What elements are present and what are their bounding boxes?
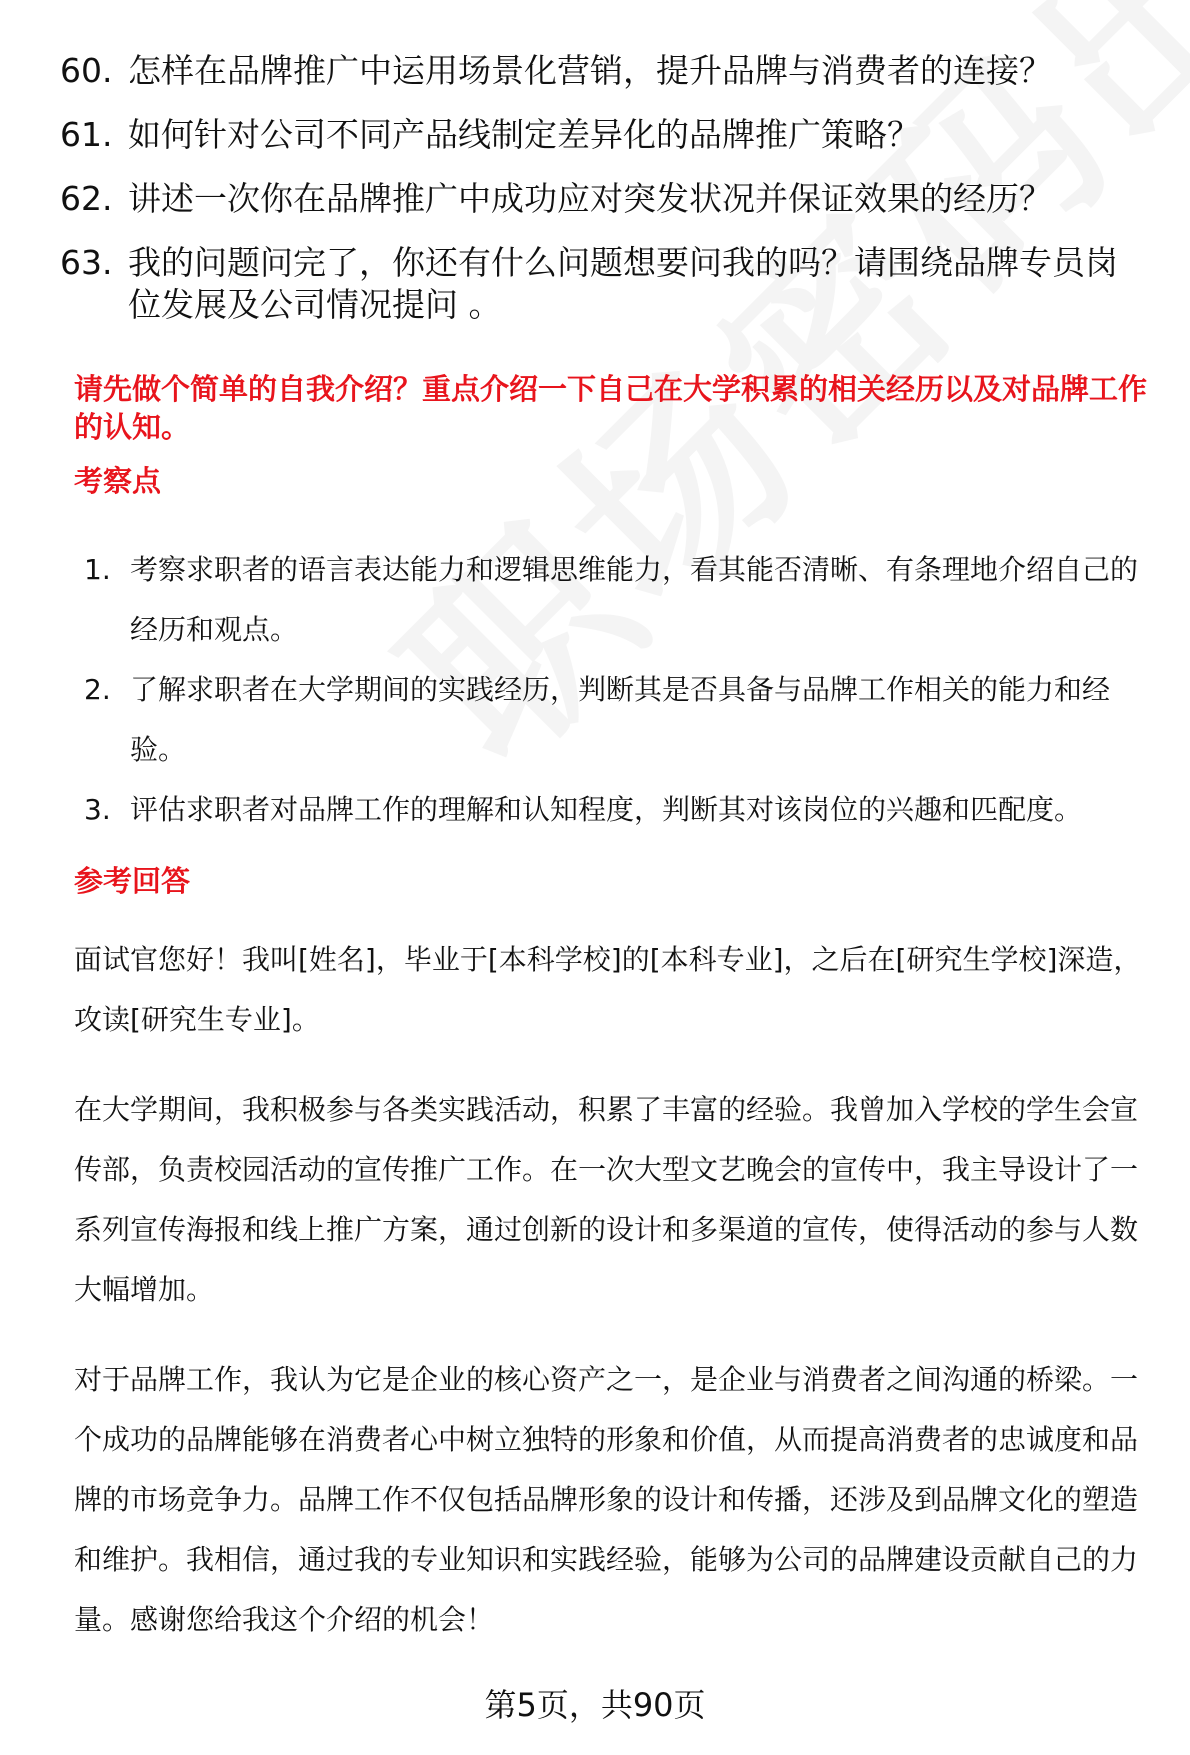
answer-paragraph: 在大学期间，我积极参与各类实践活动，积累了丰富的经验。我曾加入学校的学生会宣传部，负责校园活动的宣传推广工作。在一次大型文艺晚会的宣传中，我主导设计了一系列宣传海报和线上推广方案，通过创新的设计和多渠道的宣传，使得活动的参与人数大幅增加。 [74,1093,1139,1306]
question-item [60,242,1140,326]
assessment-point [84,780,1164,840]
question-item [60,50,1140,92]
point-number: 3. [84,793,111,826]
reference-answer [74,930,1154,1680]
question-number: 61. [60,115,113,154]
point-text: 了解求职者在大学期间的实践经历，判断其是否具备与品牌工作相关的能力和经验。 [130,673,1111,766]
assessment-heading: 考察点 [74,464,162,498]
point-text: 考察求职者的语言表达能力和逻辑思维能力，看其能否清晰、有条理地介绍自己的经历和观点。 [130,553,1139,646]
question-text: 讲述一次你在品牌推广中成功应对突发状况并保证效果的经历？ [128,179,1052,218]
assessment-point [84,660,1164,780]
question-text: 如何针对公司不同产品线制定差异化的品牌推广策略？ [128,115,920,154]
question-text: 我的问题问完了，你还有什么问题想要问我的吗？请围绕品牌专员岗位发展及公司情况提问 。 [128,243,1118,324]
point-number: 1. [84,553,111,586]
featured-question-heading: 请先做个简单的自我介绍？重点介绍一下自己在大学积累的相关经历以及对品牌工作的认知。 [74,372,1148,444]
question-text: 怎样在品牌推广中运用场景化营销，提升品牌与消费者的连接？ [128,51,1052,90]
point-number: 2. [84,673,111,706]
assessment-point [84,540,1164,660]
reference-heading: 参考回答 [74,864,191,898]
question-list [60,50,1140,348]
answer-paragraph: 面试官您好！我叫[姓名]，毕业于[本科学校]的[本科专业]，之后在[研究生学校]深造，攻读[研究生专业]。 [74,943,1142,1036]
answer-paragraph: 对于品牌工作，我认为它是企业的核心资产之一，是企业与消费者之间沟通的桥梁。一个成功的品牌能够在消费者心中树立独特的形象和价值，从而提高消费者的忠诚度和品牌的市场竞争力。品牌工作不仅包括品牌形象的设计和传播，还涉及到品牌文化的塑造和维护。我相信，通过我的专业知识和实践经验，能够为公司的品牌建设贡献自己的力量。感谢您给我这个介绍的机会！ [74,1363,1139,1636]
page-footer: 第5页，共90页 [484,1686,706,1724]
assessment-points [84,540,1164,840]
question-number: 62. [60,179,113,218]
question-item [60,114,1140,156]
question-item [60,178,1140,220]
question-number: 63. [60,243,113,282]
point-text: 评估求职者对品牌工作的理解和认知程度，判断其对该岗位的兴趣和匹配度。 [130,793,1083,826]
question-number: 60. [60,51,113,90]
